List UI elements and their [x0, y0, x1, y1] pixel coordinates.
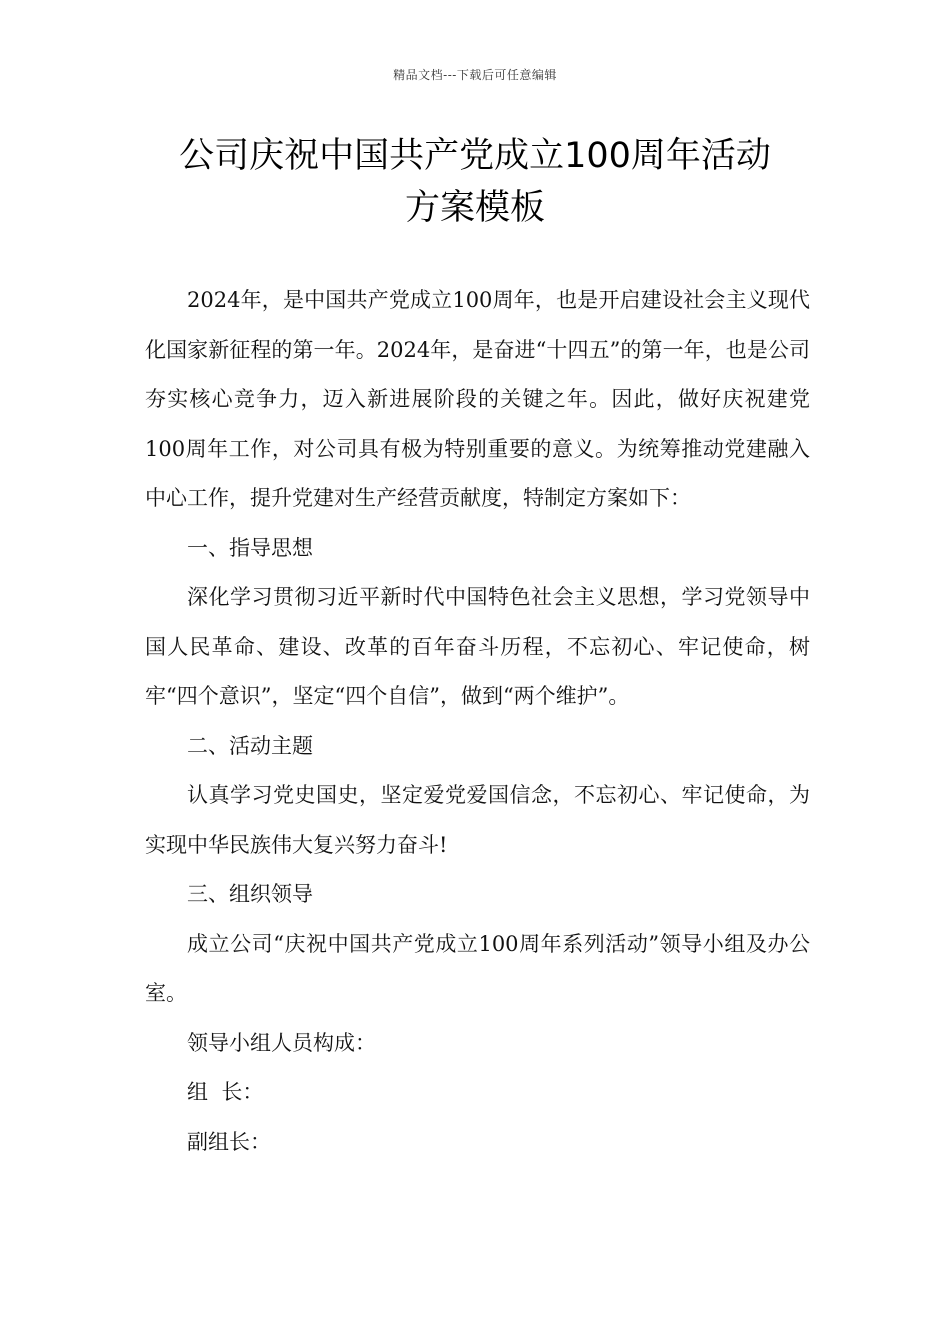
section-heading-guiding-ideology: 一、指导思想: [187, 535, 313, 560]
document-title-line-2: 方案模板: [404, 188, 545, 228]
intro-paragraph: 2024年，是中国共产党成立100周年，也是开启建设社会主义现代化国家新征程的第一年。2024年，是奋进“十四五”的第一年，也是公司夯实核心竞争力，迈入新进展阶段的关键之年。因此，做好庆祝建党100周年工作，对公司具有极为特别重要的意义。为统筹推动党建融入中心工作，提升党建对生产经营贡献度，特制定方案如下：: [145, 288, 810, 510]
section-heading-activity-theme: 二、活动主题: [187, 733, 313, 758]
document-title: [120, 130, 830, 234]
guiding-ideology-paragraph: 深化学习贯彻习近平新时代中国特色社会主义思想，学习党领导中国人民革命、建设、改革的百年奋斗历程，不忘初心、牢记使命，树牢“四个意识”，坚定“四个自信”，做到“两个维护”。: [145, 585, 810, 708]
leadership-members-label: 领导小组人员构成：: [187, 1030, 376, 1055]
section-heading-organization: 三、组织领导: [187, 882, 313, 906]
deputy-group-leader-label: 副组长：: [187, 1129, 271, 1154]
document-body: [145, 276, 810, 1167]
group-leader-label: 组 长：: [187, 1080, 264, 1104]
organization-paragraph: 成立公司“庆祝中国共产党成立100周年系列活动”领导小组及办公室。: [145, 931, 810, 1005]
activity-theme-paragraph: 认真学习党史国史，坚定爱党爱国信念，不忘初心、牢记使命，为实现中华民族伟大复兴努力奋斗!: [145, 783, 810, 857]
page-header: 精品文档---下载后可任意编辑: [393, 68, 557, 82]
document-title-line-1: 公司庆祝中国共产党成立100周年活动: [179, 136, 771, 176]
